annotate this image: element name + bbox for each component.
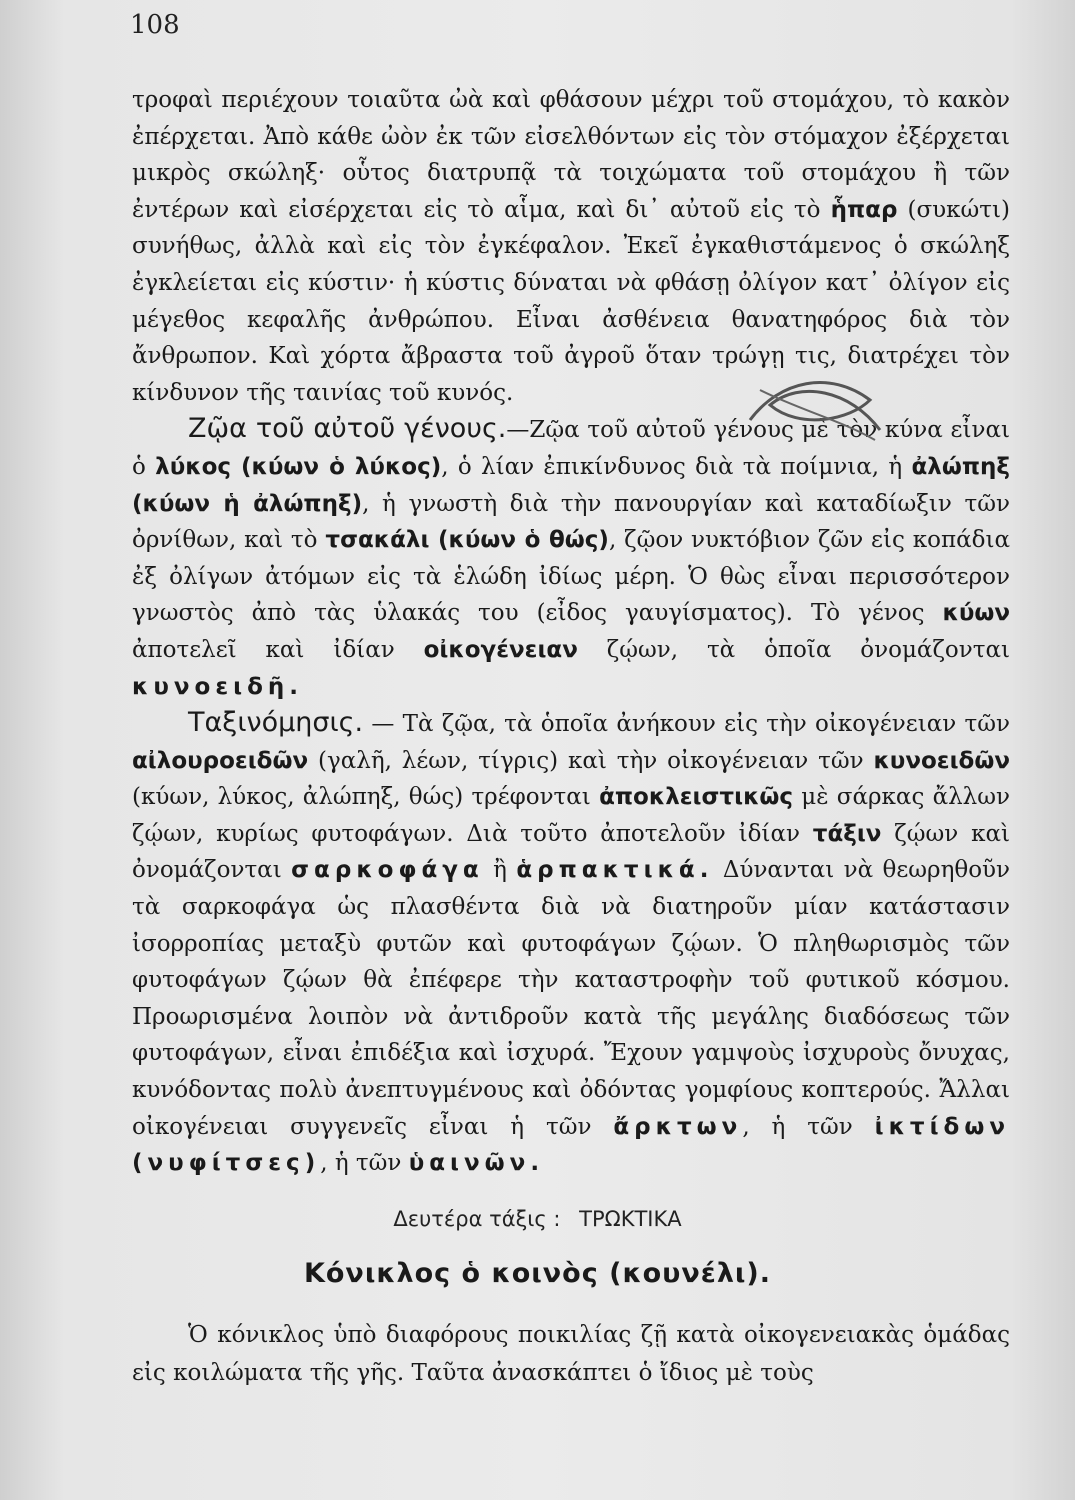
paragraph-classification	[132, 705, 1010, 1182]
s3-text-b: (γαλῆ, λέων, τίγρις) καὶ τὴν οἰκογένειαν τῶν	[318, 747, 864, 774]
s2-text-e: ἀποτελεῖ καὶ ἰδίαν	[132, 636, 395, 663]
term-alopix: ἀλώπηξ (κύων ἡ ἀλώπηξ)	[132, 453, 1011, 517]
term-sarkofaga: σαρκοφάγα	[291, 857, 484, 884]
order-name: ΤΡΩΚΤΙΚΑ	[579, 1207, 682, 1231]
paragraph-1-cont: (συκώτι) συνήθως, ἀλλὰ καὶ εἰς τὸν ἐγκέφαλον. Ἐκεῖ ἐγκαθιστάμενος ὁ σκώληξ ἐγκλείεται εἰς κύστιν· ἡ κύστις δύναται νὰ φθάσῃ ὀλίγον κατ᾽ ὀλίγον εἰς μέγεθος κεφαλῆς ἀνθρώπου. Εἶναι ἀσθένεια θανατηφόρος διὰ τὸν ἄνθρωπον. Καὶ χόρτα ἄβραστα τοῦ ἀγροῦ ὅταν τρώγῃ τις, διατρέχει τὸν κίνδυνον τῆς ταινίας τοῦ κυνός.	[132, 196, 1011, 406]
page-number: 108	[130, 10, 180, 40]
s2-text-f: ζῴων, τὰ ὁποῖα ὀνομάζονται	[606, 636, 1011, 663]
term-apokleistikos: ἀποκλειστικῶς	[599, 784, 794, 811]
order-heading	[0, 1207, 1075, 1231]
paragraph-rabbit: Ὁ κόνικλος ὑπὸ διαφόρους ποικιλίας ζῇ κατὰ οἰκογενειακὰς ὁμάδας εἰς κοιλώματα τῆς γῆς. Ταῦτα ἀνασκάπτει ὁ ἴδιος μὲ τοὺς	[132, 1322, 1010, 1386]
term-lykos: λύκος (κύων ὁ λύκος)	[155, 453, 442, 480]
paragraph-same-genus	[132, 411, 1010, 705]
term-arkton: ἄρκτων	[613, 1113, 743, 1140]
term-arpaktika: ἁρπακτικά.	[516, 857, 714, 884]
s3-text-h: , ἡ τῶν	[742, 1113, 853, 1140]
term-taxin: τάξιν	[812, 820, 882, 847]
s3-text-i: , ἡ τῶν	[320, 1150, 402, 1177]
section-title-rabbit: Κόνικλος ὁ κοινὸς (κουνέλι).	[303, 1258, 772, 1289]
term-ailouroeidon: αἰλουροειδῶν	[132, 747, 309, 774]
order-label: Δευτέρα τάξις :	[393, 1207, 561, 1231]
s2-text-b: , ὁ λίαν ἐπικίνδυνος διὰ τὰ ποίμνια, ἡ	[441, 453, 903, 480]
s3-text-a: — Τὰ ζῷα, τὰ ὁποῖα ἀνήκουν εἰς τὴν οἰκογένειαν τῶν	[371, 711, 1010, 738]
heading-classification: Ταξινόμησις.	[188, 707, 364, 739]
term-yainon: ὑαινῶν.	[408, 1150, 545, 1177]
term-kynoeidi: κυνοειδῆ.	[132, 673, 304, 700]
pen-scribble-mark	[740, 360, 890, 450]
s3-text-g: Δύνανται νὰ θεωρηθοῦν τὰ σαρκοφάγα ὡς πλασθέντα διὰ νὰ διατηροῦν μίαν κατάστασιν ἰσορροπίας μεταξὺ φυτῶν καὶ φυτοφάγων ζῴων. Ὁ πληθωρισμὸς τῶν φυτοφάγων ζῴων θὰ ἐπέφερε τὴν καταστροφὴν τοῦ φυτικοῦ κόσμου. Προωρισμένα λοιπὸν νὰ ἀντιδροῦν κατὰ τῆς μεγάλης διαδόσεως τῶν φυτοφάγων, εἶναι ἐπιδέξια καὶ ἰσχυρά. Ἔχουν γαμψοὺς ἰσχυροὺς ὄνυχας, κυνόδοντας πολὺ ἀνεπτυγμένους καὶ ὀδόντας γομφίους κοπτερούς. Ἄλλαι οἰκογένειαι συγγενεῖς εἶναι ἡ τῶν	[132, 857, 1011, 1140]
term-oikogeneian: οἰκογένειαν	[423, 636, 578, 663]
paragraph-1-text: τροφαὶ περιέχουν τοιαῦτα ὠὰ καὶ φθάσουν μέχρι τοῦ στομάχου, τὸ κακὸν ἐπέρχεται. Ἀπὸ κάθε ὠὸν ἐκ τῶν εἰσελθόντων εἰς τὸν στόμαχον ἐξέρχεται μικρὸς σκώληξ· οὗτος διατρυπᾷ τὰ τοιχώματα τοῦ στομάχου ἢ τῶν ἐντέρων καὶ εἰσέρχεται εἰς τὸ αἷμα, καὶ δι᾽ αὐτοῦ εἰς τὸ	[132, 87, 1010, 223]
s2-text-c: , ἡ γνωστὴ διὰ τὴν πανουργίαν καὶ καταδίωξιν τῶν ὀρνίθων, καὶ τὸ	[132, 490, 1010, 554]
term-kyon: κύων	[942, 600, 1011, 627]
s3-text-e: ζῴων καὶ ὀνομάζονται	[132, 820, 1010, 884]
s2-text-d: , ζῷον νυκτόβιον ζῶν εἰς κοπάδια ἐξ ὀλίγων ἀτόμων εἰς τὰ ἑλώδη ἰδίως μέρη. Ὁ θὼς εἶναι περισσότερον γνωστὸς ἀπὸ τὰς ὑλακάς του (εἶδος γαυγίσματος). Τὸ γένος	[132, 527, 1010, 627]
term-iktidon: ἰκτίδων (νυφίτσες)	[132, 1113, 1011, 1177]
rabbit-text-block	[132, 1316, 1010, 1392]
term-hpar: ἧπαρ	[830, 196, 898, 223]
term-tsakali: τσακάλι (κύων ὁ θώς)	[325, 527, 609, 554]
term-kynoeidon: κυνοειδῶν	[873, 747, 1011, 774]
s3-text-c: (κύων, λύκος, ἀλώπηξ, θώς) τρέφονται	[132, 784, 591, 811]
s2-text-a: —Ζῷα τοῦ αὐτοῦ γένους μὲ τὸν κύνα εἶναι ὁ	[132, 417, 1010, 480]
main-text-block	[132, 82, 1010, 1182]
s3-text-f: ἢ	[493, 857, 507, 884]
heading-same-genus: Ζῷα τοῦ αὐτοῦ γένους.	[188, 413, 507, 445]
s3-text-d: μὲ σάρκας ἄλλων ζῴων, κυρίως φυτοφάγων. Διὰ τοῦτο ἀποτελοῦν ἰδίαν	[132, 784, 1010, 847]
